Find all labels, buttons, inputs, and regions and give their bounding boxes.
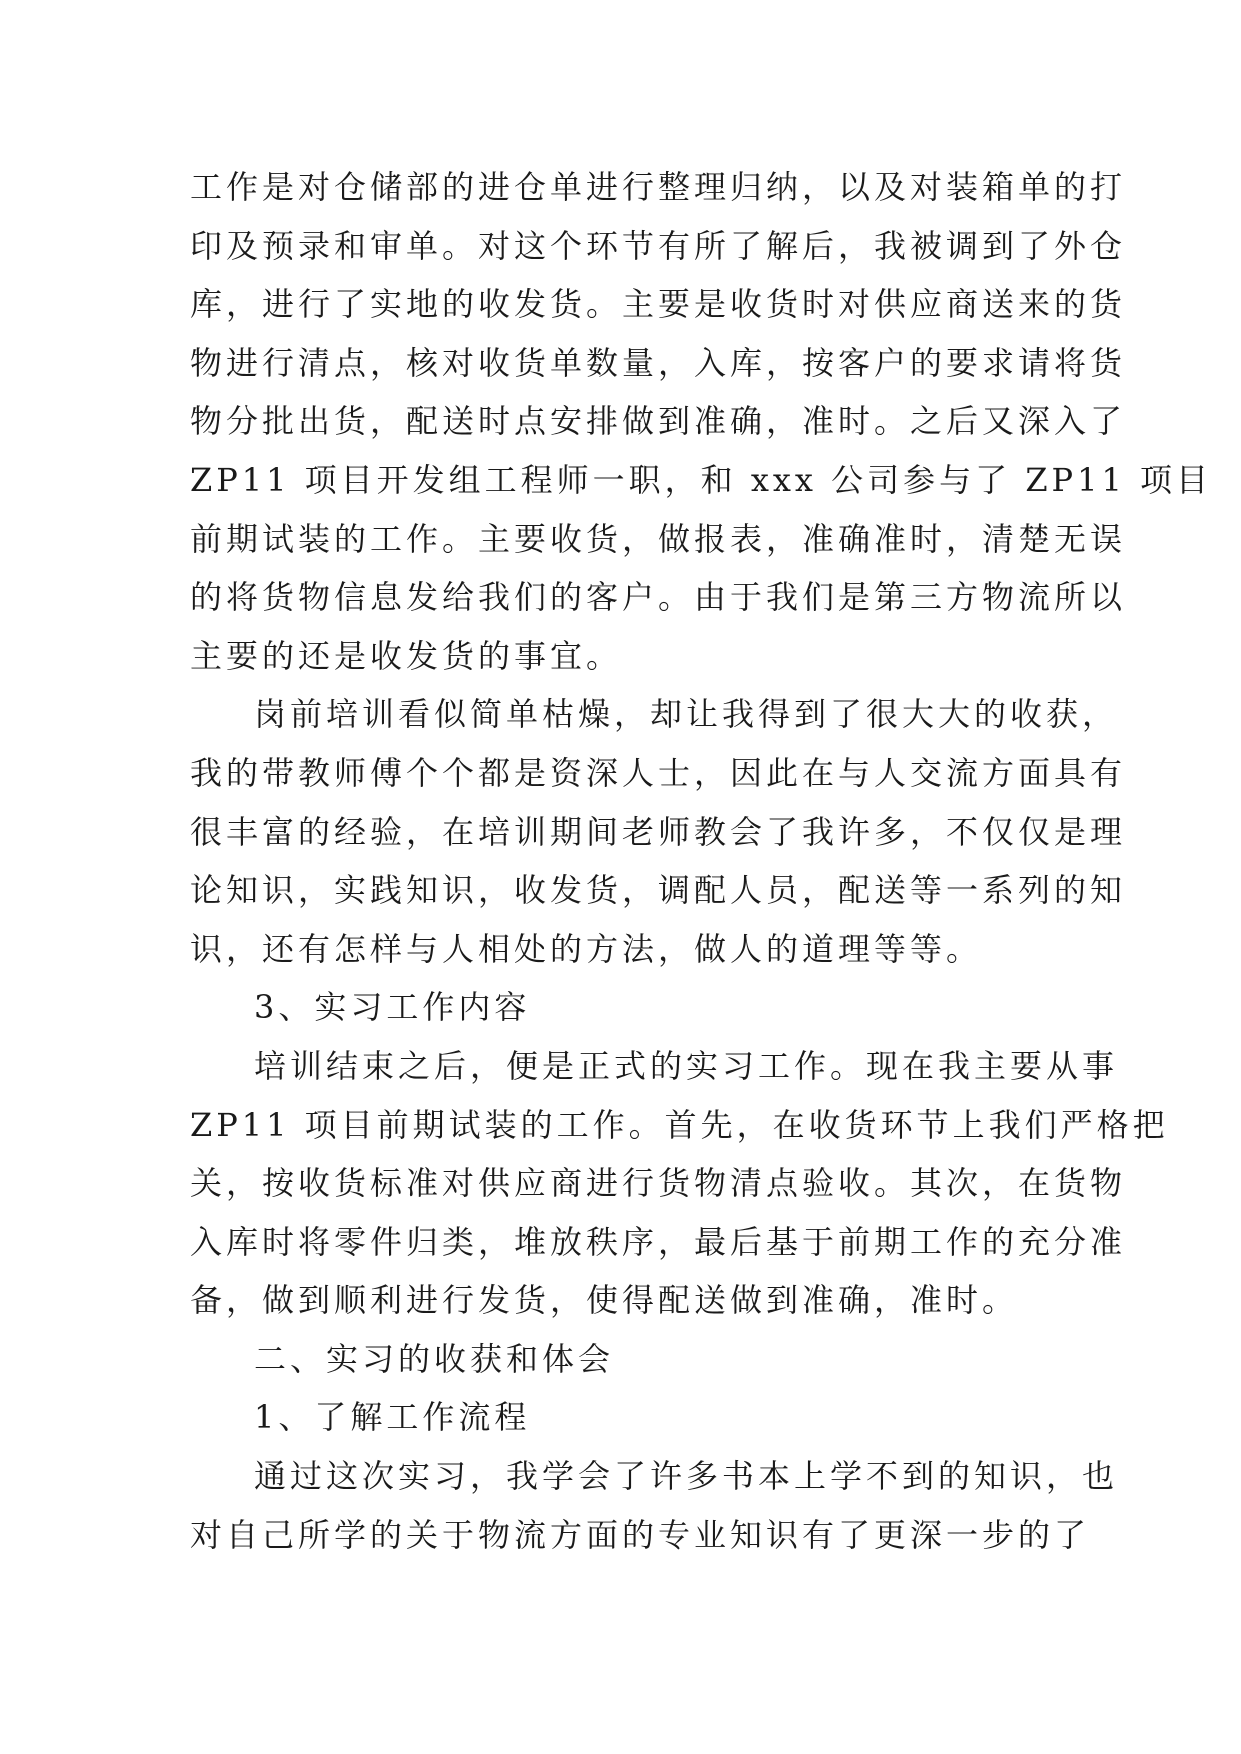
text-line: 关，按收货标准对供应商进行货物清点验收。其次，在货物	[190, 1164, 1127, 1203]
section-heading: 二、实习的收获和体会	[254, 1339, 615, 1378]
text-line: 备，做到顺利进行发货，使得配送做到准确，准时。	[190, 1281, 1019, 1320]
text-line: 库，进行了实地的收发货。主要是收货时对供应商送来的货	[190, 285, 1127, 324]
text-line: 我的带教师傅个个都是资深人士，因此在与人交流方面具有	[190, 753, 1127, 792]
text-line: 印及预录和审单。对这个环节有所了解后，我被调到了外仓	[190, 226, 1127, 265]
text-line: 论知识，实践知识，收发货，调配人员，配送等一系列的知	[190, 871, 1127, 910]
section-heading: 3、实习工作内容	[254, 988, 531, 1027]
text-line: ZP11 项目开发组工程师一职，和 xxx 公司参与了 ZP11 项目	[190, 460, 1212, 499]
text-line: 主要的还是收发货的事宜。	[190, 636, 623, 675]
document-body	[190, 158, 1212, 1564]
text-line: 物进行清点，核对收货单数量，入库，按客户的要求请将货	[190, 343, 1127, 382]
text-line: 入库时将零件归类，堆放秩序，最后基于前期工作的充分准	[190, 1222, 1127, 1261]
text-line: 前期试装的工作。主要收货，做报表，准确准时，清楚无误	[190, 519, 1127, 558]
text-line: 的将货物信息发给我们的客户。由于我们是第三方物流所以	[190, 578, 1127, 617]
text-line: ZP11 项目前期试装的工作。首先，在收货环节上我们严格把	[190, 1105, 1169, 1144]
paragraph-first-line: 培训结束之后，便是正式的实习工作。现在我主要从事	[254, 1046, 1119, 1085]
text-line: 工作是对仓储部的进仓单进行整理归纳，以及对装箱单的打	[190, 168, 1127, 206]
paragraph-first-line: 岗前培训看似简单枯燥，却让我得到了很大大的收获，	[254, 695, 1119, 734]
text-line: 物分批出货，配送时点安排做到准确，准时。之后又深入了	[190, 402, 1127, 441]
text-line: 对自己所学的关于物流方面的专业知识有了更深一步的了	[190, 1515, 1091, 1554]
paragraph-first-line: 通过这次实习，我学会了许多书本上学不到的知识，也	[254, 1457, 1119, 1496]
text-line: 识，还有怎样与人相处的方法，做人的道理等等。	[190, 929, 983, 968]
subsection-heading: 1、了解工作流程	[254, 1398, 531, 1437]
text-line: 很丰富的经验，在培训期间老师教会了我许多，不仅仅是理	[190, 812, 1127, 851]
